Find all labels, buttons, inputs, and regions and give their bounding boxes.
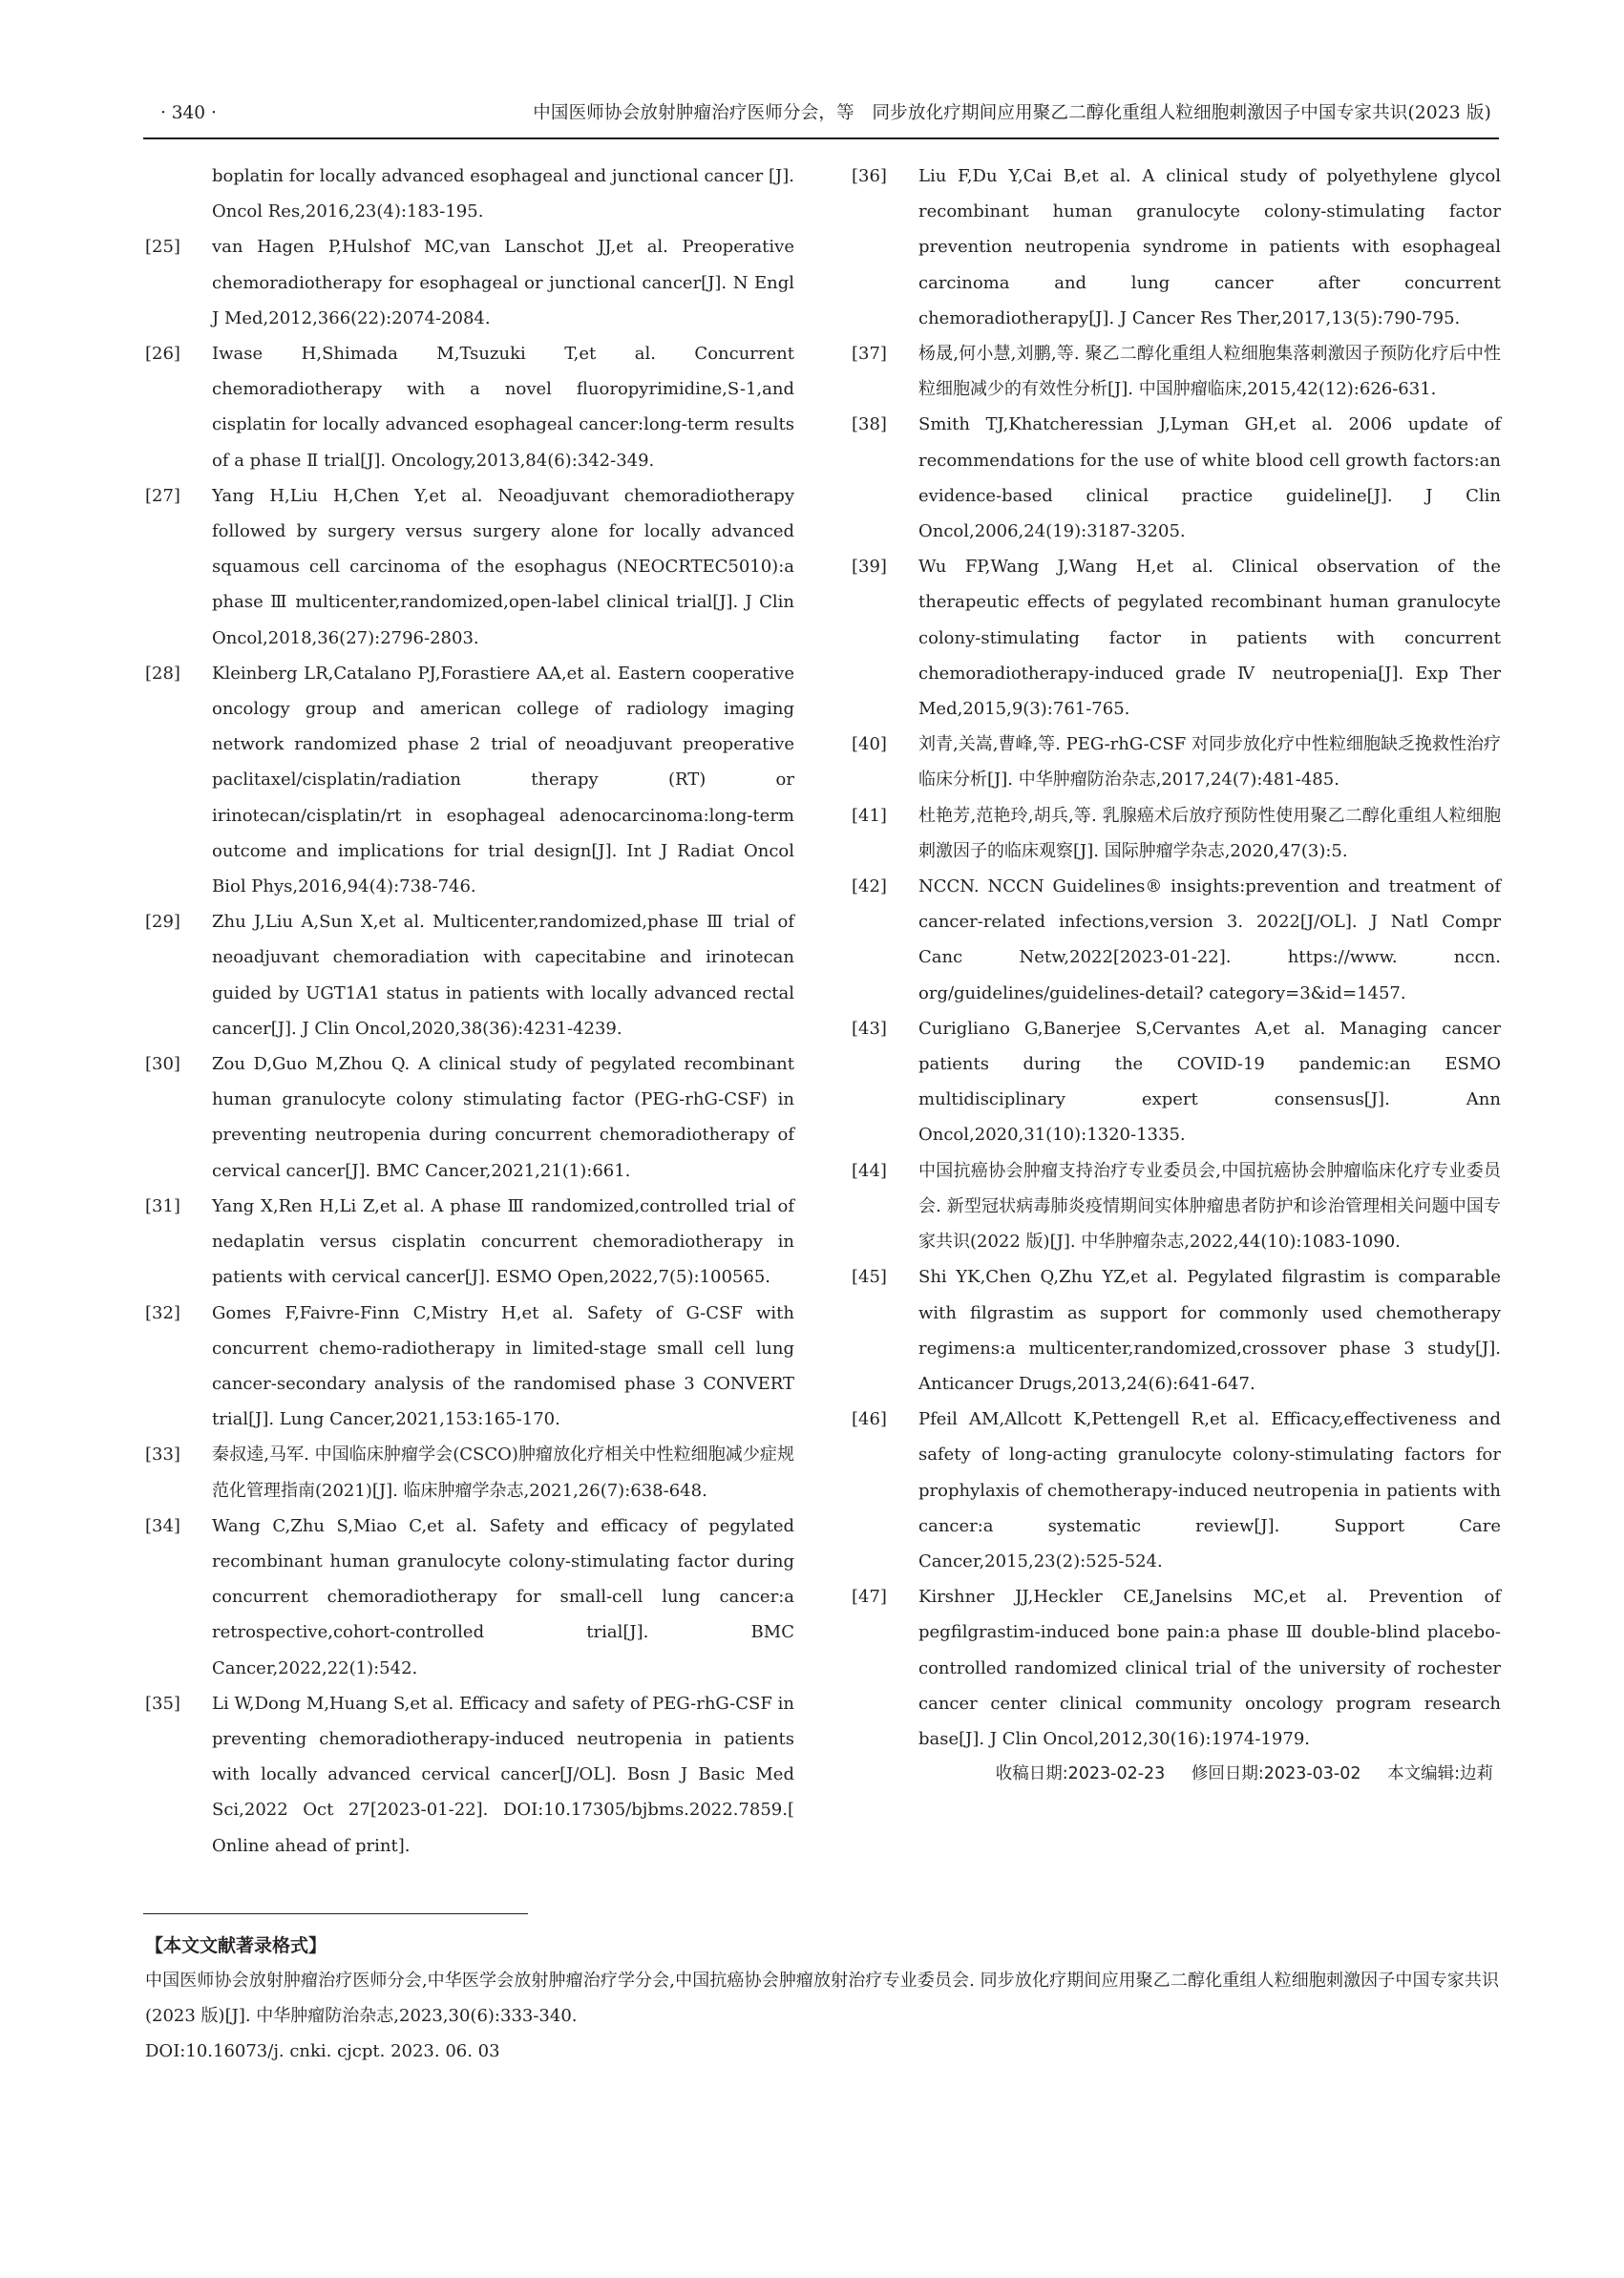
reference-number: [30] [145,1054,180,1075]
reference-text: NCCN. NCCN Guidelines® insights:prevention and treatment of cancer-related infections,version 3. 2022[J/OL]. J Natl Compr Canc Netw,2022[2023-01-22]. https://www. nccn. org/guidelines/guidelines-detail? category=3&id=1457. [918,876,1501,1003]
reference-number: [31] [145,1195,180,1216]
reference-item [145,1508,794,1686]
reference-text: Wang C,Zhu S,Miao C,et al. Safety and efficacy of pegylated recombinant human granulocyte colony-stimulating factor during concurrent chemoradiotherapy for small-cell lung cancer:a retrospective,cohort-controlled trial[J]. BMC Cancer,2022,22(1):542. [212,1515,794,1678]
reference-number: [47] [852,1587,887,1608]
editor: 本文编辑:边莉 [1387,1764,1493,1784]
reference-item [145,229,794,336]
right-column [852,158,1501,1792]
reference-text: Smith TJ,Khatcheressian J,Lyman GH,et al. 2006 update of recommendations for the use of white blood cell growth factors:an evidence-based clinical practice guideline[J]. J Clin Oncol,2006,24(19):3187-3205. [918,414,1501,542]
reference-text: Kirshner JJ,Heckler CE,Janelsins MC,et al. Prevention of pegfilgrastim-induced bone pain:a phase Ⅲ double-blind placebo-controlled randomized clinical trial of the university of rochester cancer center clinical community oncology program research base[J]. J Clin Oncol,2012,30(16):1974-1979. [918,1587,1501,1749]
citation-doi: DOI:10.16073/j. cnki. cjcpt. 2023. 06. 03 [145,2041,500,2061]
reference-number: [46] [852,1409,887,1430]
reference-number: [26] [145,344,180,365]
reference-text: 杜艳芳,范艳玲,胡兵,等. 乳腺癌术后放疗预防性使用聚乙二醇化重组人粒细胞刺激因子的临床观察[J]. 国际肿瘤学杂志,2020,47(3):5. [918,805,1501,861]
reference-text: Li W,Dong M,Huang S,et al. Efficacy and safety of PEG-rhG-CSF in preventing chemoradiotherapy-induced neutropenia in patients with locally advanced cervical cancer[J/OL]. Bosn J Basic Med Sci,2022 Oct 27[2023-01-22]. DOI:10.17305/bjbms.2022.7859.[ Online ahead of print]. [212,1693,794,1856]
reference-item [145,1437,794,1508]
reference-text: 杨晟,何小慧,刘鹏,等. 聚乙二醇化重组人粒细胞集落刺激因子预防化疗后中性粒细胞减少的有效性分析[J]. 中国肿瘤临床,2015,42(12):626-631. [918,344,1501,400]
citation-text: 中国医师协会放射肿瘤治疗医师分会,中华医学会放射肿瘤治疗学分会,中国抗癌协会肿瘤放射治疗专业委员会. 同步放化疗期间应用聚乙二醇化重组人粒细胞刺激因子中国专家共识(2023 版)[J]. 中华肿瘤防治杂志,2023,30(6):333-340. [145,1971,1499,2026]
reference-number: [34] [145,1515,180,1536]
reference-text: Iwase H,Shimada M,Tsuzuki T,et al. Concurrent chemoradiotherapy with a novel fluoropyrimidine,S-1,and cisplatin for locally advanced esophageal cancer:long-term results of a phase Ⅱ trial[J]. Oncology,2013,84(6):342-349. [212,344,794,471]
reference-number: [32] [145,1302,180,1323]
reference-number: [40] [852,734,887,755]
reference-number: [37] [852,344,887,365]
reference-item [852,549,1501,727]
reference-text: Liu F,Du Y,Cai B,et al. A clinical study of polyethylene glycol recombinant human granulocyte colony-stimulating factor prevention neutropenia syndrome in patients with esophageal carcinoma and lung cancer after concurrent chemoradiotherapy[J]. J Cancer Res Ther,2017,13(5):790-795. [918,166,1501,328]
reference-text: 中国抗癌协会肿瘤支持治疗专业委员会,中国抗癌协会肿瘤临床化疗专业委员会. 新型冠状病毒肺炎疫情期间实体肿瘤患者防护和诊治管理相关问题中国专家共识(2022 版)[J]. 中华肿瘤杂志,2022,44(10):1083-1090. [918,1160,1501,1253]
reference-number: [43] [852,1018,887,1039]
reference-text: Yang X,Ren H,Li Z,et al. A phase Ⅲ randomized,controlled trial of nedaplatin versus cisplatin concurrent chemoradiotherapy in patients with cervical cancer[J]. ESMO Open,2022,7(5):100565. [212,1195,794,1288]
citation-format-box [145,1929,1499,2069]
reference-item [852,1259,1501,1402]
reference-item [145,656,794,904]
reference-number: [42] [852,876,887,897]
reference-number: [44] [852,1160,887,1181]
reference-text: boplatin for locally advanced esophageal and junctional cancer [J]. Oncol Res,2016,23(4):183-195. [212,166,794,222]
citation-label: 【本文文献著录格式】 [145,1935,327,1956]
reference-number: [29] [145,912,180,933]
reference-item [145,1296,794,1438]
reference-item [145,1046,794,1189]
reference-text: van Hagen P,Hulshof MC,van Lanschot JJ,et al. Preoperative chemoradiotherapy for esophageal or junctional cancer[J]. N Engl J Med,2012,366(22):2074-2084. [212,237,794,328]
reference-text: Zou D,Guo M,Zhou Q. A clinical study of pegylated recombinant human granulocyte colony stimulating factor (PEG-rhG-CSF) in preventing neutropenia during concurrent chemoradiotherapy of cervical cancer[J]. BMC Cancer,2021,21(1):661. [212,1054,794,1181]
reference-item [145,336,794,478]
reference-item [145,478,794,656]
reference-number: [41] [852,805,887,826]
reference-text: Gomes F,Faivre-Finn C,Mistry H,et al. Safety of G-CSF with concurrent chemo-radiotherapy in limited-stage small cell lung cancer-secondary analysis of the randomised phase 3 CONVERT trial[J]. Lung Cancer,2021,153:165-170. [212,1302,794,1430]
reference-text: Yang H,Liu H,Chen Y,et al. Neoadjuvant chemoradiotherapy followed by surgery versus surgery alone for locally advanced squamous cell carcinoma of the esophagus (NEOCRTEC5010):a phase Ⅲ multicenter,randomized,open-label clinical trial[J]. J Clin Oncol,2018,36(27):2796-2803. [212,485,794,648]
reference-item [852,727,1501,797]
reference-item [145,1189,794,1296]
reference-text: 秦叔逵,马军. 中国临床肿瘤学会(CSCO)肿瘤放化疗相关中性粒细胞减少症规范化管理指南(2021)[J]. 临床肿瘤学杂志,2021,26(7):638-648. [212,1445,794,1501]
reference-text: Zhu J,Liu A,Sun X,et al. Multicenter,randomized,phase Ⅲ trial of neoadjuvant chemoradiation with capecitabine and irinotecan guided by UGT1A1 status in patients with locally advanced rectal cancer[J]. J Clin Oncol,2020,38(36):4231-4239. [212,912,794,1039]
reference-text: 刘青,关嵩,曹峰,等. PEG-rhG-CSF 对同步放化疗中性粒细胞缺乏挽救性治疗临床分析[J]. 中华肿瘤防治杂志,2017,24(7):481-485. [918,734,1501,791]
reference-item [852,1402,1501,1579]
reference-number: [28] [145,663,180,684]
reference-number: [25] [145,237,180,258]
footnote-divider [143,1913,528,1914]
reference-number: [35] [145,1693,180,1714]
revised-date: 修回日期:2023-03-02 [1191,1764,1361,1784]
reference-number: [27] [145,485,180,506]
reference-continued [145,158,794,229]
reference-item [852,1011,1501,1153]
received-date: 收稿日期:2023-02-23 [995,1764,1166,1784]
reference-item [852,407,1501,549]
reference-item [852,1579,1501,1757]
reference-item [145,904,794,1046]
left-column [145,158,794,1864]
reference-number: [36] [852,166,887,186]
reference-item [852,336,1501,407]
reference-text: Pfeil AM,Allcott K,Pettengell R,et al. Efficacy,effectiveness and safety of long-acting granulocyte colony-stimulating factors for prophylaxis of chemotherapy-induced neutropenia in patients with cancer:a systematic review[J]. Support Care Cancer,2015,23(2):525-524. [918,1409,1501,1571]
reference-text: Shi YK,Chen Q,Zhu YZ,et al. Pegylated filgrastim is comparable with filgrastim as support for commonly used chemotherapy regimens:a multicenter,randomized,crossover phase 3 study[J]. Anticancer Drugs,2013,24(6):641-647. [918,1267,1501,1394]
reference-item [145,1686,794,1864]
reference-item [852,158,1501,336]
reference-number: [39] [852,557,887,578]
reference-item [852,1153,1501,1260]
reference-number: [33] [145,1445,180,1466]
reference-text: Wu FP,Wang J,Wang H,et al. Clinical observation of the therapeutic effects of pegylated recombinant human granulocyte colony-stimulating factor in patients with concurrent chemoradiotherapy-induced grade Ⅳ neutropenia[J]. Exp Ther Med,2015,9(3):761-765. [918,557,1501,720]
reference-number: [45] [852,1267,887,1288]
running-header [143,95,1499,139]
reference-text: Kleinberg LR,Catalano PJ,Forastiere AA,et al. Eastern cooperative oncology group and american college of radiology imaging network randomized phase 2 trial of neoadjuvant preoperative paclitaxel/cisplatin/radiation therapy (RT) or irinotecan/cisplatin/rt in esophageal adenocarcinoma:long-term outcome and implications for trial design[J]. Int J Radiat Oncol Biol Phys,2016,94(4):738-746. [212,663,794,897]
page-number: · 340 · [160,103,217,123]
reference-text: Curigliano G,Banerjee S,Cervantes A,et al. Managing cancer patients during the COVID-19 pandemic:an ESMO multidisciplinary expert consensus[J]. Ann Oncol,2020,31(10):1320-1335. [918,1018,1501,1146]
reference-item [852,798,1501,869]
article-dates [852,1757,1501,1792]
reference-item [852,869,1501,1011]
running-title: 中国医师协会放射肿瘤治疗医师分会，等 同步放化疗期间应用聚乙二醇化重组人粒细胞刺激因子中国专家共识(2023 版) [533,103,1491,123]
reference-number: [38] [852,414,887,435]
